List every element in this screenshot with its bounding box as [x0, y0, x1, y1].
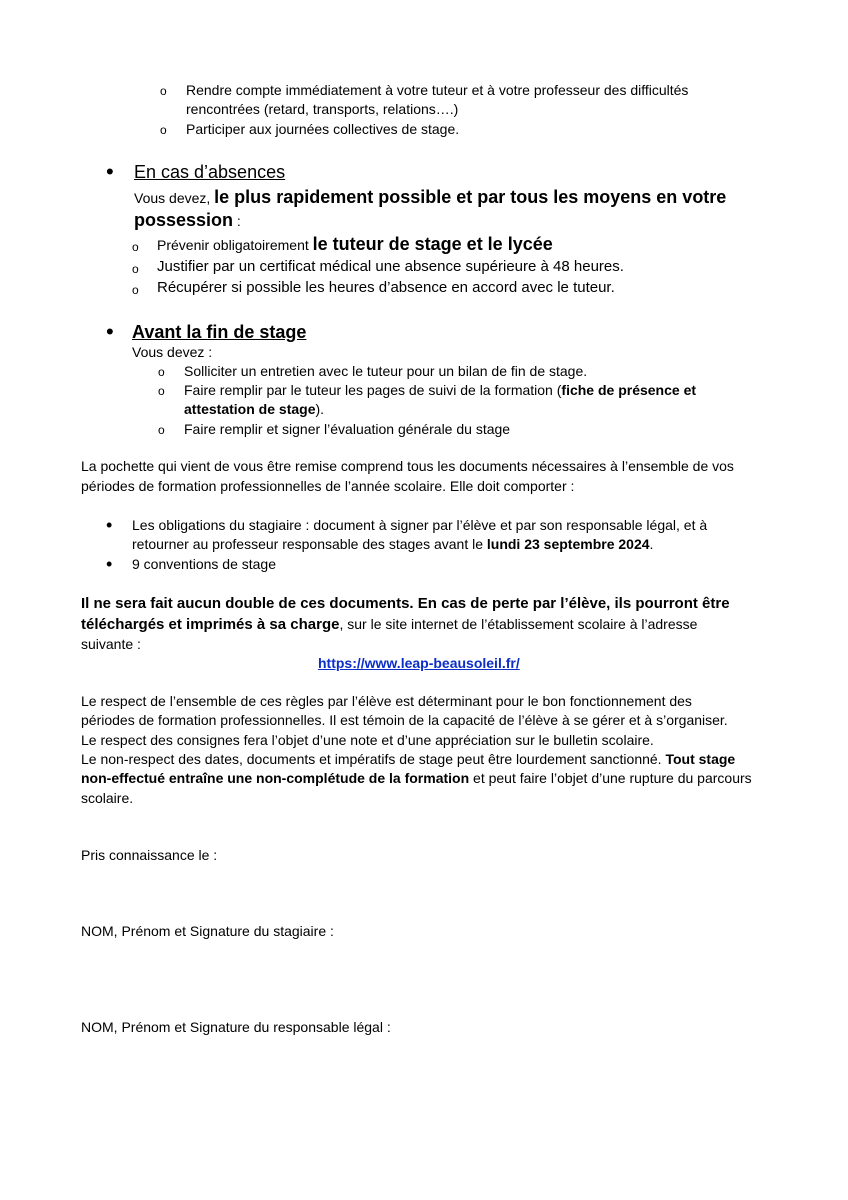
respect-line3: Le respect des consignes fera l’objet d’une note et d’une appréciation sur le bulletin scolaire. — [81, 732, 654, 748]
fin-stage-item-1: Solliciter un entretien avec le tuteur pour un bilan de fin de stage. — [184, 363, 588, 379]
fin-stage-item-2-prefix: Faire remplir par le tuteur les pages de suivi de la formation ( — [184, 382, 562, 398]
solid-bullet-icon: • — [106, 554, 113, 574]
absences-heading: En cas d’absences — [134, 162, 286, 182]
absences-intro-prefix: Vous devez, — [134, 190, 215, 206]
respect-line2: périodes de formation professionnelles. Il est témoin de la capacité de l’élève à se gérer et à s’organiser. — [81, 712, 728, 728]
warning-bold2: téléchargés et imprimés à sa charge — [81, 616, 340, 633]
stagiaire-signature-label: NOM, Prénom et Signature du stagiaire : — [81, 923, 334, 939]
fin-stage-item-2-line2 — [184, 400, 324, 419]
solid-bullet-icon: • — [106, 515, 113, 535]
document-item-2: 9 conventions de stage — [132, 556, 276, 572]
absences-item-2: Justifier par un certificat médical une absence supérieure à 48 heures. — [157, 258, 624, 275]
solid-bullet-icon: • — [106, 319, 114, 344]
date-acknowledgement-label: Pris connaissance le : — [81, 847, 218, 863]
fin-stage-item-3: Faire remplir et signer l’évaluation générale du stage — [184, 421, 511, 437]
absences-intro-suffix: : — [233, 213, 241, 229]
document-item-1-prefix: retourner au professeur responsable des stages avant le — [132, 536, 487, 552]
hollow-bullet-icon: o — [132, 283, 139, 297]
top-item-1-line1: Rendre compte immédiatement à votre tuteur et à votre professeur des difficultés — [186, 82, 689, 98]
pochette-line2: périodes de formation professionnelles de l’année scolaire. Elle doit comporter : — [81, 478, 575, 494]
hollow-bullet-icon: o — [160, 84, 167, 98]
pochette-line1: La pochette qui vient de vous être remise comprend tous les documents nécessaires à l’ensemble de vos — [81, 458, 734, 474]
hollow-bullet-icon: o — [132, 262, 139, 276]
respect-line4-prefix: Le non-respect des dates, documents et impératifs de stage peut être lourdement sanctionné. — [81, 751, 666, 767]
fin-stage-intro: Vous devez : — [132, 344, 213, 360]
respect-line5-suffix: et peut faire l’objet d’une rupture du parcours — [469, 770, 752, 786]
warning-suffix: , sur le site internet de l’établissement scolaire à l’adresse — [339, 616, 698, 632]
absences-intro-line2 — [134, 208, 241, 232]
fin-stage-item-2-bold1: fiche de présence et — [561, 382, 697, 398]
fin-stage-item-2-bold2: attestation de stage — [184, 401, 316, 417]
respect-line6: scolaire. — [81, 790, 134, 806]
fin-stage-heading: Avant la fin de stage — [132, 322, 307, 342]
absences-intro-line1 — [134, 185, 726, 209]
solid-bullet-icon: • — [106, 159, 114, 184]
respect-line4-bold: Tout stage — [665, 751, 736, 767]
absences-intro-bold: le plus rapidement possible et par tous les moyens en votre — [214, 187, 727, 207]
fin-stage-item-2-line1 — [184, 381, 696, 400]
warning-line1: Il ne sera fait aucun double de ces documents. En cas de perte par l’élève, ils pourront être — [81, 595, 730, 612]
top-item-2: Participer aux journées collectives de stage. — [186, 121, 460, 137]
absences-item-3: Récupérer si possible les heures d’absence en accord avec le tuteur. — [157, 279, 615, 296]
fin-stage-item-2-suffix: ). — [315, 401, 325, 417]
hollow-bullet-icon: o — [158, 384, 165, 398]
warning-line3: suivante : — [81, 636, 141, 652]
document-item-1-line2 — [132, 535, 653, 554]
document-item-1-line1: Les obligations du stagiaire : document à signer par l’élève et par son responsable légal, et à — [132, 517, 708, 533]
respect-line1: Le respect de l’ensemble de ces règles par l’élève est déterminant pour le bon fonctionnement des — [81, 693, 692, 709]
deadline-date: lundi 23 septembre 2024 — [486, 536, 650, 552]
hollow-bullet-icon: o — [158, 423, 165, 437]
hollow-bullet-icon: o — [132, 240, 139, 254]
respect-line4 — [81, 750, 735, 769]
top-item-1-line2: rencontrées (retard, transports, relations….) — [186, 101, 459, 117]
absences-item-1-bold: le tuteur de stage et le lycée — [312, 234, 553, 254]
absences-intro-bold-2: possession — [134, 210, 234, 230]
warning-line2 — [81, 615, 697, 635]
school-website-link[interactable]: https://www.leap-beausoleil.fr/ — [318, 655, 520, 671]
respect-line5 — [81, 769, 752, 788]
absences-item-1-prefix: Prévenir obligatoirement — [157, 237, 313, 253]
responsable-signature-label: NOM, Prénom et Signature du responsable légal : — [81, 1019, 391, 1035]
hollow-bullet-icon: o — [160, 123, 167, 137]
document-item-1-suffix: . — [649, 536, 654, 552]
hollow-bullet-icon: o — [158, 365, 165, 379]
absences-item-1 — [157, 232, 553, 256]
respect-line5-bold: non-effectué entraîne une non-complétude de la formation — [81, 770, 470, 786]
